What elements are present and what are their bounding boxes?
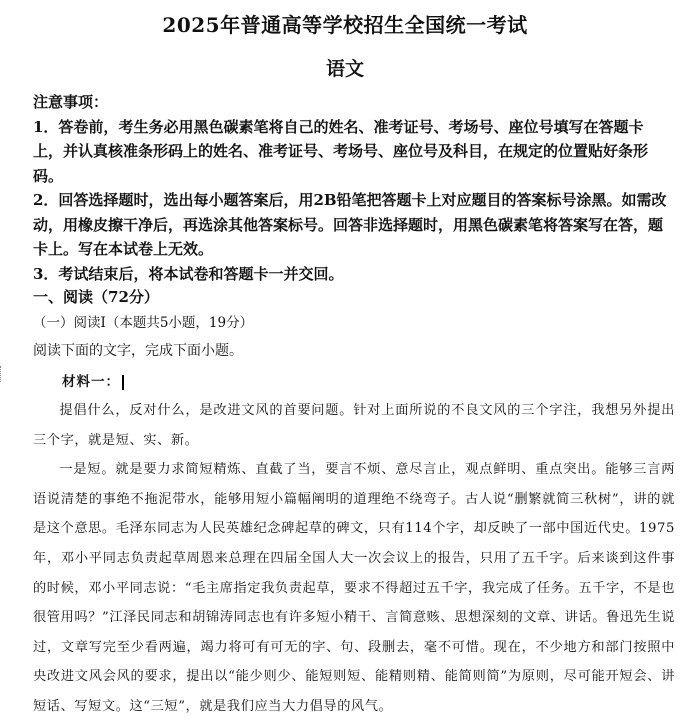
exam-notes bbox=[33, 90, 673, 286]
notes-heading: 注意事项： bbox=[33, 93, 109, 111]
note-item-2: 2．回答选择题时，选出每小题答案后，用2B铅笔把答题卡上对应题目的答案标号涂黑。如需改动，用橡皮擦干净后，再选涂其他答案标号。回答非选择题时，用黑色碳素笔将答案写在答，题卡上。写在本试卷上无效。 bbox=[33, 191, 667, 258]
note-item-3: 3．考试结束后，将本试卷和答题卡一并交回。 bbox=[33, 264, 344, 283]
section-heading: 一、阅读（72分） bbox=[33, 288, 159, 306]
margin-marker bbox=[0, 366, 5, 382]
reading-instruction: 阅读下面的文字，完成下面小题。 bbox=[33, 343, 243, 359]
note-item-1: 1．答卷前，考生务必用黑色碳素笔将自己的姓名、准考证号、考场号、座位号填写在答题卡上，并认真核准条形码上的姓名、准考证号、考场号、座位号及科目，在规定的位置贴好条形码。 bbox=[33, 117, 649, 185]
material-label: 材料一： bbox=[62, 374, 120, 390]
subject-title: 语文 bbox=[325, 58, 364, 80]
subsection-heading: （一）阅读Ⅰ（本题共5小题，19分） bbox=[33, 315, 254, 331]
paragraph: 一是短。就是要力求简短精炼、直截了当，要言不烦、意尽言止，观点鲜明、重点突出。能够三言两语说清楚的事绝不拖泥带水，能够用短小篇幅阐明的道理绝不绕弯子。古人说“删繁就简三秋树”，讲的就是这个意思。毛泽东同志为人民英雄纪念碑起草的碑文，只有114个字，却反映了一部中国近代史。1975年，邓小平同志负责起草周恩来总理在四届全国人大一次会议上的报告，只用了五千字。后来谈到这件事的时候，邓小平同志说：“毛主席指定我负责起草，要求不得超过五千字，我完成了任务。五千字，不是也很管用吗？”江泽民同志和胡锦涛同志也有许多短小精干、言简意赅、思想深刻的文章、讲话。鲁迅先生说过，文章写完至少看两遍，竭力将可有可无的字、句、段删去，毫不可惜。现在，不少地方和部门按照中央改进文风会风的要求，提出以“能少则少、能短则短、能精则精、能简则简”为原则，尽可能开短会、讲短话、写短文。这“三短”，就是我们应当大力倡导的风气。 bbox=[33, 462, 676, 714]
exam-title: 2025年普通高等学校招生全国统一考试 bbox=[162, 13, 528, 37]
material-body[interactable] bbox=[33, 396, 675, 722]
paragraph: 提倡什么，反对什么，是改进文风的首要问题。针对上面所说的不良文风的三个字注，我想另外提出三个字，就是短、实、新。 bbox=[33, 403, 675, 448]
text-cursor bbox=[122, 375, 124, 390]
material-label-row[interactable] bbox=[62, 370, 124, 390]
